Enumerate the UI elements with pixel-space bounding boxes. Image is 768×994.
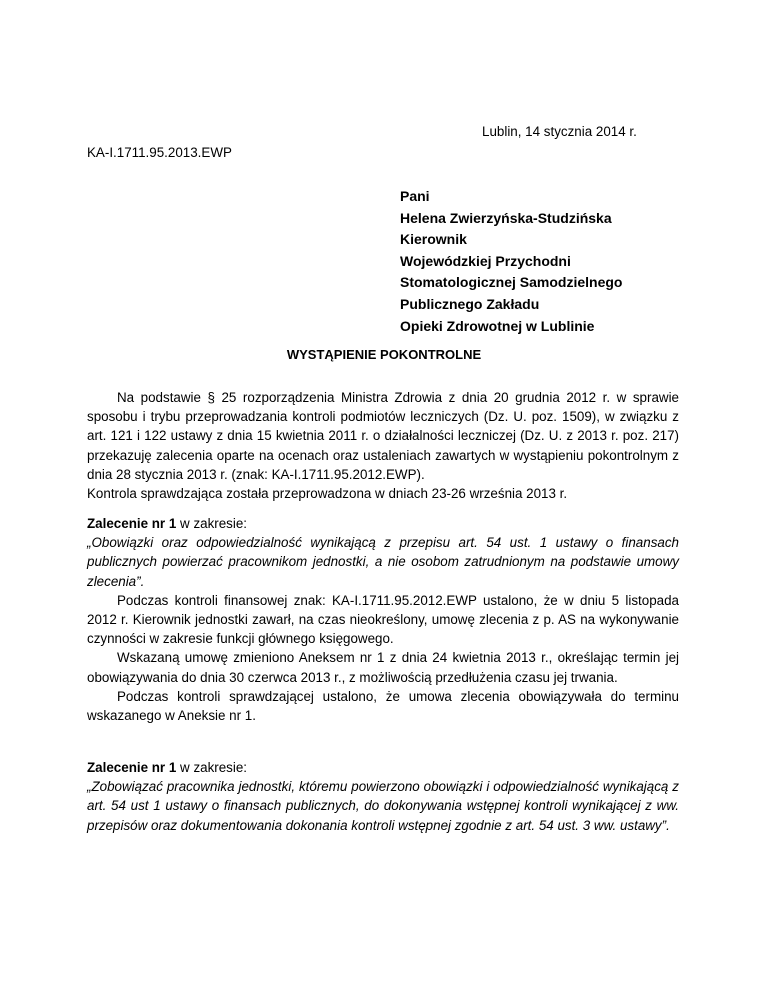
recommendation-label: Zalecenie nr 1 [87,760,177,775]
recipient-institution-line: Wojewódzkiej Przychodni [400,252,571,269]
recommendation-heading [87,514,679,533]
finding-paragraph: Podczas kontroli finansowej znak: KA-I.1711.95.2012.EWP ustalono, że w dniu 5 listopada 2012 r. Kierownik jednostki zawarł, na czas nieokreślony, umowę zlecenia z p. AS na wykonywanie czynności w zakresie funkcji głównego księgowego. [87,592,679,647]
recipient-salutation: Pani [400,188,430,204]
finding-paragraph: Podczas kontroli sprawdzającej ustalono, że umowa zlecenia obowiązywała do terminu wskazanego w Aneksie nr 1. [87,688,679,724]
intro-paragraph: Na podstawie § 25 rozporządzenia Ministra Zdrowia z dnia 20 grudnia 2012 r. w sprawie sposobu i trybu przeprowadzania kontroli podmiotów leczniczych (Dz. U. poz. 1509), w związku z art. 121 i 122 ustawy z dnia 15 kwietnia 2011 r. o działalności leczniczej (Dz. U. z 2013 r. poz. 217) przekazuję zalecenia oparte na ocenach oraz ustaleniach zawartych w wystąpieniu pokontrolnym z dnia 28 stycznia 2013 r. (znak: KA-I.1711.95.2012.EWP). [87,390,679,482]
recommendation-label: Zalecenie nr 1 [87,516,177,531]
recommendation-heading [87,758,679,777]
recommendation-1 [87,514,679,725]
intro-last-line: Kontrola sprawdzająca została przeprowadzona w dniach 23-26 września 2013 r. [87,486,568,502]
recipient-institution-line: Publicznego Zakładu [400,295,540,312]
recommendation-scope: w zakresie: [176,760,248,775]
finding-paragraph: Wskazaną umowę zmieniono Aneksem nr 1 z dnia 24 kwietnia 2013 r., określając termin jej obowiązywania do dnia 30 czerwca 2013 r., z możliwością przedłużenia czasu jej trwania. [87,650,679,685]
recipient-address [400,186,622,337]
reference-number: KA-I.1711.95.2013.EWP [87,145,232,160]
recommendation-scope: w zakresie: [176,516,248,531]
recipient-institution-line: Opieki Zdrowotnej w Lublinie [400,317,595,334]
place-date: Lublin, 14 stycznia 2014 r. [482,124,637,139]
recommendation-quote: „Obowiązki oraz odpowiedzialność wynikającą z przepisu art. 54 ust. 1 ustawy o finansach publicznych powierzać pracownikom jednostki, a nie osobom zatrudnionym na podstawie umowy zlecenia”. [87,535,679,589]
recommendation-quote: „Zobowiązać pracownika jednostki, któremu powierzono obowiązki i odpowiedzialność wynikającą z art. 54 ust 1 ustawy o finansach publicznych, do dokonywania wstępnej kontroli wynikającej z ww. przepisów oraz dokumentowania dokonania kontroli wstępnej zgodnie z art. 54 ust. 3 ww. ustawy”. [87,779,679,833]
recommendation-2 [87,758,679,835]
intro-section [87,388,679,503]
recipient-institution-line: Stomatologicznej Samodzielnego [400,274,623,291]
document-title: WYSTĄPIENIE POKONTROLNE [286,347,482,362]
recipient-name: Helena Zwierzyńska-Studzińska [400,209,612,226]
recipient-position: Kierownik [400,231,467,248]
